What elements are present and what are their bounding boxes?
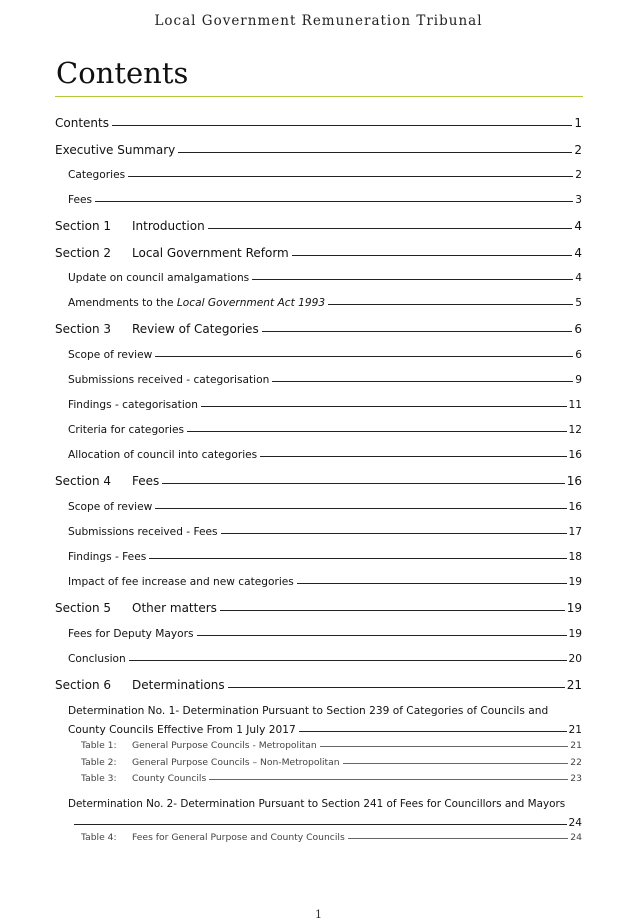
- toc-entry-criteria-categories[interactable]: [68, 424, 582, 436]
- toc-entry-scope-of-review-cat[interactable]: [68, 349, 582, 361]
- toc-page: 24: [568, 817, 582, 829]
- toc-page: 5: [575, 297, 582, 309]
- toc-label: Allocation of council into categories: [68, 449, 258, 461]
- toc-page: 2: [575, 169, 582, 181]
- dot-leader: [128, 176, 573, 177]
- toc-entry-determination-2[interactable]: [68, 795, 582, 833]
- dot-leader: [155, 356, 573, 357]
- table-number: Table 1:: [81, 740, 117, 751]
- running-header: Local Government Remuneration Tribunal: [154, 13, 483, 29]
- toc-page: 1: [574, 116, 582, 130]
- toc-label: Introduction: [132, 219, 205, 233]
- toc-label: Executive Summary: [55, 143, 176, 157]
- toc-entry-section-5[interactable]: [55, 601, 582, 615]
- toc-label: General Purpose Councils - Metropolitan: [132, 740, 317, 751]
- toc-label-line1: Determination No. 2- Determination Pursuant to Section 241 of Fees for Councillors and Mayors: [68, 798, 566, 810]
- section-number: Section 5: [55, 601, 112, 615]
- toc-page: 2: [574, 143, 582, 157]
- toc-entry-submissions-fees[interactable]: [68, 526, 582, 538]
- toc-entry-section-6[interactable]: [55, 678, 582, 692]
- toc-label: [68, 297, 325, 309]
- toc-label: Findings - Fees: [68, 551, 147, 563]
- toc-entry-table-2[interactable]: [81, 757, 582, 768]
- toc-label: General Purpose Councils – Non-Metropolitan: [132, 757, 340, 768]
- toc-label: Update on council amalgamations: [68, 272, 250, 284]
- toc-entry-fees-deputy-mayors[interactable]: [68, 628, 582, 640]
- toc-label: Contents: [55, 116, 109, 130]
- toc-page: 9: [575, 374, 582, 386]
- toc-label: Submissions received - categorisation: [68, 374, 270, 386]
- dot-leader: [201, 406, 567, 407]
- toc-page: 21: [566, 678, 582, 692]
- toc-entry-update-amalgamations[interactable]: [68, 272, 582, 284]
- toc-page: 23: [570, 773, 582, 784]
- toc-page: 12: [568, 424, 582, 436]
- toc-entry-table-3[interactable]: [81, 773, 582, 784]
- toc-page: 19: [566, 601, 582, 615]
- toc-entry-section-1[interactable]: [55, 219, 582, 233]
- toc-label: Determinations: [132, 678, 225, 692]
- toc-page: 21: [568, 724, 582, 736]
- toc-label: Criteria for categories: [68, 424, 184, 436]
- toc-label: Fees: [132, 474, 160, 488]
- dot-leader: [209, 779, 568, 780]
- toc-entry-section-2[interactable]: [55, 246, 582, 260]
- toc-entry-amendments-act[interactable]: [68, 297, 582, 309]
- toc-label: Conclusion: [68, 653, 126, 665]
- section-number: Section 4: [55, 474, 112, 488]
- section-number: Section 1: [55, 219, 112, 233]
- toc-label-line1: Determination No. 1- Determination Pursuant to Section 239 of Categories of Councils and: [68, 705, 549, 717]
- toc-entry-categories[interactable]: [68, 169, 582, 181]
- toc-label: Scope of review: [68, 349, 153, 361]
- toc-page: 19: [568, 628, 582, 640]
- toc-page: 4: [574, 219, 582, 233]
- dot-leader: [320, 746, 569, 747]
- toc-entry-findings-fees[interactable]: [68, 551, 582, 563]
- toc-page: 17: [568, 526, 582, 538]
- toc-entry-fees[interactable]: [68, 194, 582, 206]
- dot-leader: [162, 483, 564, 484]
- dot-leader: [112, 125, 572, 126]
- dot-leader: [299, 731, 567, 732]
- toc-page: 21: [570, 740, 582, 751]
- toc-page: 4: [574, 246, 582, 260]
- toc-entry-scope-of-review-fees[interactable]: [68, 501, 582, 513]
- table-number: Table 2:: [81, 757, 117, 768]
- toc-label: Review of Categories: [132, 322, 259, 336]
- dot-leader: [95, 201, 573, 202]
- toc-label: Categories: [68, 169, 126, 181]
- toc-label-line2: County Councils Effective From 1 July 2017: [68, 724, 296, 736]
- toc-page: 18: [568, 551, 582, 563]
- dot-leader: [252, 279, 573, 280]
- toc-label: Local Government Reform: [132, 246, 289, 260]
- section-number: Section 6: [55, 678, 112, 692]
- section-number: Section 3: [55, 322, 112, 336]
- dot-leader: [292, 255, 573, 256]
- toc-page: 3: [575, 194, 582, 206]
- page-title: Contents: [56, 56, 189, 90]
- toc-entry-contents[interactable]: [55, 116, 582, 130]
- dot-leader: [74, 824, 567, 825]
- dot-leader: [297, 583, 567, 584]
- toc-entry-executive-summary[interactable]: [55, 143, 582, 157]
- toc-entry-table-4[interactable]: [81, 832, 582, 843]
- dot-leader: [129, 660, 567, 661]
- toc-label: Fees for General Purpose and County Councils: [132, 832, 345, 843]
- toc-label: Fees: [68, 194, 93, 206]
- toc-entry-findings-categorisation[interactable]: [68, 399, 582, 411]
- toc-page: 6: [575, 349, 582, 361]
- toc-label: Findings - categorisation: [68, 399, 198, 411]
- toc-label: Submissions received - Fees: [68, 526, 218, 538]
- toc-label: Scope of review: [68, 501, 153, 513]
- toc-label: Impact of fee increase and new categories: [68, 576, 294, 588]
- toc-entry-conclusion[interactable]: [68, 653, 582, 665]
- toc-entry-section-3[interactable]: [55, 322, 582, 336]
- toc-entry-table-1[interactable]: [81, 740, 582, 751]
- toc-page: 4: [575, 272, 582, 284]
- toc-page: 22: [570, 757, 582, 768]
- dot-leader: [187, 431, 567, 432]
- dot-leader: [197, 635, 567, 636]
- toc-page: 20: [568, 653, 582, 665]
- dot-leader: [328, 304, 573, 305]
- toc-page: 16: [568, 449, 582, 461]
- toc-label-plain: Amendments to the: [68, 297, 177, 309]
- section-number: Section 2: [55, 246, 112, 260]
- toc-page: 19: [568, 576, 582, 588]
- dot-leader: [220, 610, 565, 611]
- dot-leader: [221, 533, 567, 534]
- toc-page: 6: [574, 322, 582, 336]
- toc-entry-submissions-categorisation[interactable]: [68, 374, 582, 386]
- toc-label: County Councils: [132, 773, 207, 784]
- toc-page: 16: [568, 501, 582, 513]
- toc-page: 16: [566, 474, 582, 488]
- dot-leader: [343, 763, 569, 764]
- dot-leader: [228, 687, 565, 688]
- toc-entry-determination-1[interactable]: [68, 702, 582, 740]
- toc-page: 11: [568, 399, 582, 411]
- dot-leader: [178, 152, 572, 153]
- toc-label: Fees for Deputy Mayors: [68, 628, 194, 640]
- table-number: Table 3:: [81, 773, 117, 784]
- dot-leader: [260, 456, 566, 457]
- dot-leader: [272, 381, 573, 382]
- page-number-footer: 1: [315, 908, 322, 921]
- toc-page: 24: [570, 832, 582, 843]
- dot-leader: [208, 228, 573, 229]
- toc-entry-section-4[interactable]: [55, 474, 582, 488]
- toc-label: Other matters: [132, 601, 217, 615]
- toc-label-italic: Local Government Act 1993: [176, 297, 326, 309]
- dot-leader: [262, 331, 573, 332]
- dot-leader: [149, 558, 566, 559]
- dot-leader: [155, 508, 566, 509]
- table-number: Table 4:: [81, 832, 117, 843]
- toc-entry-impact-fee-increase[interactable]: [68, 576, 582, 588]
- dot-leader: [348, 838, 569, 839]
- toc-entry-allocation-council[interactable]: [68, 449, 582, 461]
